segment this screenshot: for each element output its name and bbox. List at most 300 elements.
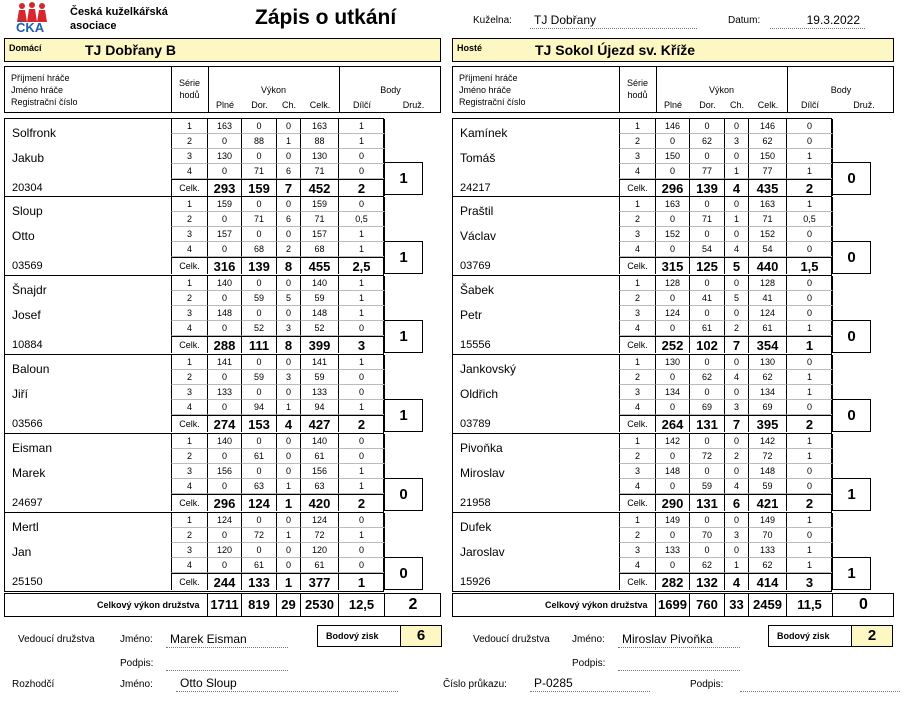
series-cell-serie: 2 — [171, 449, 208, 464]
series-cell-dor: 77 — [690, 164, 725, 179]
player-total-celk: 421 — [749, 494, 787, 511]
player-total-ch: 1 — [277, 494, 301, 511]
series-cell-dilci: 1 — [787, 385, 833, 400]
series-cell-serie: 1 — [619, 276, 656, 291]
series-cell-celk: 71 — [301, 212, 339, 227]
series-cell-plne: 0 — [656, 291, 690, 306]
series-cell-ch: 0 — [725, 513, 749, 528]
series-cell-celk: 140 — [301, 434, 339, 449]
series-cell-ch: 0 — [277, 513, 301, 528]
series-cell-serie: 3 — [171, 227, 208, 242]
series-cell-dor: 0 — [690, 355, 725, 370]
series-cell-serie: 4 — [171, 164, 208, 179]
series-cell-plne: 0 — [656, 370, 690, 385]
series-cell-plne: 156 — [208, 464, 242, 479]
series-cell-dor: 41 — [690, 291, 725, 306]
serie-label2: hodů — [179, 90, 200, 100]
home-column-header — [4, 66, 441, 113]
series-cell-ch: 3 — [725, 528, 749, 543]
player-surname: Jankovský — [460, 362, 517, 376]
series-cell-dor: 63 — [242, 479, 277, 494]
series-cell-dilci: 1 — [339, 528, 385, 543]
player-total-dor: 125 — [690, 257, 725, 274]
player-total-plne: 252 — [656, 336, 690, 353]
series-cell-serie: 1 — [619, 197, 656, 212]
player-block — [452, 355, 832, 434]
series-cell-plne: 142 — [656, 434, 690, 449]
player-total-dor: 133 — [242, 573, 277, 590]
series-cell-ch: 0 — [277, 464, 301, 479]
player-total-ch: 5 — [725, 257, 749, 274]
series-cell-celk: 133 — [749, 543, 787, 558]
series-cell-dor: 0 — [242, 227, 277, 242]
series-cell-dor: 61 — [690, 321, 725, 336]
series-cell-dor: 0 — [690, 543, 725, 558]
player-block — [452, 197, 832, 276]
series-cell-ch: 6 — [277, 212, 301, 227]
team-point-box: 1 — [384, 399, 423, 432]
series-cell-celk: 68 — [301, 242, 339, 257]
player-block — [452, 276, 832, 355]
points-header: Body — [830, 85, 852, 95]
series-cell-serie: 3 — [171, 149, 208, 164]
series-cell-dilci: 0 — [787, 242, 833, 257]
player-total-ch: 1 — [277, 573, 301, 590]
series-cell-dilci: 1 — [787, 149, 833, 164]
player-total-celk: 427 — [301, 415, 339, 432]
team-total-ch: 33 — [724, 594, 748, 616]
series-cell-dor: 71 — [242, 164, 277, 179]
player-firstname: Jakub — [12, 151, 45, 165]
series-cell-plne: 0 — [208, 134, 242, 149]
series-cell-dor: 0 — [690, 119, 725, 134]
series-cell-ch: 5 — [725, 291, 749, 306]
series-cell-dilci: 1 — [339, 479, 385, 494]
player-total-plne: 296 — [656, 179, 690, 196]
series-cell-serie: 1 — [171, 119, 208, 134]
series-cell-celk: 59 — [301, 370, 339, 385]
player-total-dilci: 1,5 — [787, 257, 833, 274]
series-cell-plne: 152 — [656, 227, 690, 242]
subheader-druz: Druž. — [402, 100, 425, 110]
serie-header — [619, 77, 656, 101]
player-firstname: Tomáš — [460, 151, 496, 165]
series-cell-dor: 62 — [690, 558, 725, 573]
player-surname: Šabek — [460, 283, 495, 297]
series-cell-plne: 0 — [208, 242, 242, 257]
series-cell-plne: 148 — [208, 306, 242, 321]
player-block — [4, 197, 384, 276]
series-cell-plne: 159 — [208, 197, 242, 212]
series-cell-celk: 124 — [749, 306, 787, 321]
away-label: Hosté — [457, 43, 483, 53]
series-cell-dilci: 0 — [339, 385, 385, 400]
player-total-celk: 420 — [301, 494, 339, 511]
series-cell-ch: 5 — [277, 291, 301, 306]
column-player-label — [11, 72, 78, 108]
lane-value: TJ Dobřany — [530, 13, 697, 29]
player-total-dilci: 1 — [787, 336, 833, 353]
series-cell-dilci: 1 — [339, 227, 385, 242]
player-total-ch: 7 — [277, 179, 301, 196]
away-captain-name: Miroslav Pivoňka — [618, 632, 740, 648]
series-cell-dilci: 1 — [787, 543, 833, 558]
away-points-label: Bodový zisk — [768, 625, 852, 647]
series-cell-ch: 0 — [277, 385, 301, 400]
player-firstname: Jaroslav — [460, 545, 505, 559]
team-point-box: 0 — [832, 241, 871, 274]
series-cell-plne: 0 — [208, 291, 242, 306]
team-total-dilci: 11,5 — [786, 594, 832, 616]
series-cell-dilci: 1 — [339, 119, 385, 134]
series-cell-dilci: 0,5 — [787, 212, 833, 227]
series-cell-plne: 124 — [656, 306, 690, 321]
series-cell-serie: 3 — [171, 306, 208, 321]
series-cell-celk: 61 — [749, 321, 787, 336]
player-surname: Sloup — [12, 204, 43, 218]
total-label: Celk. — [171, 336, 208, 353]
team-point-box: 1 — [384, 320, 423, 353]
series-cell-plne: 0 — [656, 558, 690, 573]
series-cell-dor: 71 — [242, 212, 277, 227]
series-cell-celk: 61 — [301, 449, 339, 464]
series-cell-plne: 0 — [656, 321, 690, 336]
series-cell-celk: 150 — [749, 149, 787, 164]
player-total-ch: 7 — [725, 336, 749, 353]
referee-name-label: Jméno: — [120, 679, 153, 690]
series-cell-serie: 1 — [171, 434, 208, 449]
col-label: Registrační číslo — [459, 97, 526, 107]
series-cell-dor: 0 — [242, 197, 277, 212]
total-label: Celk. — [619, 573, 656, 590]
lane-label: Kuželna: — [473, 15, 512, 26]
series-cell-celk: 134 — [749, 385, 787, 400]
player-total-celk: 440 — [749, 257, 787, 274]
series-cell-celk: 152 — [749, 227, 787, 242]
total-label: Celk. — [619, 415, 656, 432]
series-cell-plne: 0 — [208, 558, 242, 573]
series-cell-ch: 2 — [725, 321, 749, 336]
player-total-plne: 264 — [656, 415, 690, 432]
series-cell-celk: 156 — [301, 464, 339, 479]
subheader-dilci: Dílčí — [801, 100, 819, 110]
serie-label: Série — [178, 78, 200, 88]
home-team-name: TJ Dobřany B — [85, 42, 177, 58]
series-cell-dilci: 0 — [339, 513, 385, 528]
date-value: 19.3.2022 — [770, 13, 865, 29]
series-cell-dilci: 0 — [787, 119, 833, 134]
series-cell-dor: 71 — [690, 212, 725, 227]
series-cell-plne: 120 — [208, 543, 242, 558]
series-cell-dor: 0 — [242, 513, 277, 528]
serie-label: Série — [626, 78, 648, 88]
points-header: Body — [380, 85, 401, 95]
series-cell-celk: 63 — [301, 479, 339, 494]
away-team-name: TJ Sokol Újezd sv. Kříže — [535, 42, 696, 58]
series-cell-serie: 3 — [171, 464, 208, 479]
series-cell-dilci: 0 — [339, 434, 385, 449]
series-cell-celk: 142 — [749, 434, 787, 449]
series-cell-dilci: 1 — [787, 449, 833, 464]
series-cell-serie: 1 — [619, 119, 656, 134]
player-total-dor: 131 — [690, 494, 725, 511]
subheader-dor: Dor. — [699, 100, 716, 110]
series-cell-dor: 0 — [242, 434, 277, 449]
series-cell-plne: 0 — [656, 400, 690, 415]
player-reg-number: 03769 — [460, 260, 491, 272]
home-team-total-row — [4, 593, 441, 617]
series-cell-serie: 4 — [619, 321, 656, 336]
player-reg-number: 15556 — [460, 339, 491, 351]
team-total-dilci: 12,5 — [338, 594, 384, 616]
player-total-plne: 244 — [208, 573, 242, 590]
series-cell-celk: 61 — [301, 558, 339, 573]
player-firstname: Petr — [460, 308, 483, 322]
player-reg-number: 03789 — [460, 418, 491, 430]
series-cell-dor: 88 — [242, 134, 277, 149]
team-point-box: 0 — [832, 320, 871, 353]
series-cell-ch: 0 — [725, 149, 749, 164]
away-captain-label: Vedoucí družstva — [473, 634, 550, 645]
player-total-dilci: 2 — [339, 415, 385, 432]
series-cell-celk: 77 — [749, 164, 787, 179]
home-captain-label: Vedoucí družstva — [18, 634, 95, 645]
series-cell-ch: 4 — [725, 370, 749, 385]
player-total-celk: 435 — [749, 179, 787, 196]
series-cell-plne: 124 — [208, 513, 242, 528]
series-cell-plne: 0 — [656, 242, 690, 257]
series-cell-celk: 141 — [301, 355, 339, 370]
series-cell-serie: 4 — [171, 242, 208, 257]
player-total-dor: 111 — [242, 336, 277, 353]
player-reg-number: 10884 — [12, 339, 43, 351]
series-cell-dilci: 1 — [339, 355, 385, 370]
team-total-ch: 29 — [276, 594, 300, 616]
player-block — [452, 513, 832, 592]
home-label: Domácí — [9, 43, 42, 53]
license-number: P-0285 — [530, 676, 650, 692]
series-cell-dor: 0 — [242, 355, 277, 370]
series-cell-ch: 3 — [277, 321, 301, 336]
series-cell-dor: 0 — [690, 306, 725, 321]
series-cell-dilci: 0 — [339, 370, 385, 385]
series-cell-dilci: 0,5 — [339, 212, 385, 227]
series-cell-ch: 0 — [277, 558, 301, 573]
series-cell-dilci: 1 — [339, 134, 385, 149]
away-team-total-row — [452, 593, 894, 617]
series-cell-dor: 72 — [690, 449, 725, 464]
home-signature-label: Podpis: — [120, 658, 154, 669]
series-cell-plne: 141 — [208, 355, 242, 370]
series-cell-dor: 52 — [242, 321, 277, 336]
player-total-dor: 139 — [690, 179, 725, 196]
home-signature-field — [166, 655, 288, 671]
series-cell-celk: 94 — [301, 400, 339, 415]
series-cell-dor: 59 — [690, 479, 725, 494]
series-cell-ch: 0 — [277, 355, 301, 370]
series-cell-plne: 0 — [656, 134, 690, 149]
series-cell-celk: 163 — [749, 197, 787, 212]
series-cell-dor: 0 — [690, 513, 725, 528]
series-cell-celk: 69 — [749, 400, 787, 415]
player-block — [452, 434, 832, 513]
player-total-dor: 139 — [242, 257, 277, 274]
team-total-druz: 0 — [832, 594, 894, 616]
player-total-plne: 315 — [656, 257, 690, 274]
series-cell-plne: 0 — [208, 321, 242, 336]
series-cell-dor: 0 — [242, 464, 277, 479]
player-total-plne: 316 — [208, 257, 242, 274]
player-firstname: Václav — [460, 229, 497, 243]
home-points-value: 6 — [400, 625, 442, 647]
series-cell-dor: 59 — [242, 370, 277, 385]
series-cell-serie: 3 — [619, 306, 656, 321]
player-block — [4, 513, 384, 592]
player-total-plne: 290 — [656, 494, 690, 511]
subheader-celk: Celk. — [757, 100, 779, 110]
total-label: Celk. — [171, 573, 208, 590]
series-cell-ch: 0 — [277, 449, 301, 464]
player-firstname: Otto — [12, 229, 35, 243]
series-cell-ch: 0 — [277, 197, 301, 212]
series-cell-celk: 72 — [301, 528, 339, 543]
player-total-dor: 124 — [242, 494, 277, 511]
series-cell-ch: 0 — [277, 119, 301, 134]
series-cell-ch: 1 — [725, 212, 749, 227]
away-team-bar — [452, 38, 894, 62]
series-cell-plne: 130 — [208, 149, 242, 164]
series-cell-ch: 3 — [725, 400, 749, 415]
series-cell-dilci: 0 — [787, 276, 833, 291]
series-cell-ch: 0 — [725, 543, 749, 558]
series-cell-plne: 0 — [208, 400, 242, 415]
player-total-celk: 395 — [749, 415, 787, 432]
series-cell-celk: 41 — [749, 291, 787, 306]
series-cell-dilci: 1 — [339, 242, 385, 257]
series-cell-ch: 3 — [725, 134, 749, 149]
series-cell-ch: 2 — [277, 242, 301, 257]
series-cell-serie: 2 — [171, 528, 208, 543]
team-point-box: 0 — [832, 399, 871, 432]
player-reg-number: 25150 — [12, 576, 43, 588]
player-total-celk: 455 — [301, 257, 339, 274]
home-captain-name: Marek Eisman — [166, 632, 288, 648]
series-cell-dilci: 0 — [339, 197, 385, 212]
referee-signature-field — [740, 676, 900, 692]
player-total-dor: 153 — [242, 415, 277, 432]
player-reg-number: 21958 — [460, 497, 491, 509]
series-cell-dilci: 0 — [787, 227, 833, 242]
player-total-dor: 132 — [690, 573, 725, 590]
player-surname: Dufek — [460, 520, 492, 534]
player-firstname: Jan — [12, 545, 32, 559]
player-firstname: Josef — [12, 308, 41, 322]
player-total-plne: 296 — [208, 494, 242, 511]
player-surname: Eisman — [12, 441, 53, 455]
series-cell-ch: 0 — [725, 355, 749, 370]
player-total-celk: 399 — [301, 336, 339, 353]
series-cell-ch: 6 — [277, 164, 301, 179]
total-label: Celk. — [619, 179, 656, 196]
team-point-box: 0 — [384, 557, 423, 590]
series-cell-serie: 2 — [619, 449, 656, 464]
series-cell-ch: 0 — [277, 149, 301, 164]
series-cell-dor: 0 — [242, 276, 277, 291]
series-cell-dor: 0 — [690, 385, 725, 400]
subheader-dor: Dor. — [251, 100, 268, 110]
association-name — [70, 5, 210, 33]
serie-header — [171, 77, 208, 101]
away-column-header — [452, 66, 894, 113]
col-label: Jméno hráče — [11, 85, 64, 95]
team-point-box: 0 — [384, 478, 423, 511]
player-total-dilci: 3 — [787, 573, 833, 590]
series-cell-celk: 130 — [301, 149, 339, 164]
series-cell-serie: 1 — [619, 355, 656, 370]
series-cell-serie: 3 — [171, 385, 208, 400]
series-cell-ch: 1 — [725, 558, 749, 573]
series-cell-ch: 0 — [725, 227, 749, 242]
subheader-ch: Ch. — [729, 100, 744, 110]
home-captain-name-label: Jméno: — [120, 634, 153, 645]
player-total-dilci: 1 — [339, 573, 385, 590]
series-cell-plne: 130 — [656, 355, 690, 370]
player-total-dilci: 2 — [787, 494, 833, 511]
series-cell-serie: 1 — [619, 434, 656, 449]
player-surname: Praštil — [460, 204, 494, 218]
series-cell-plne: 0 — [208, 528, 242, 543]
series-cell-serie: 2 — [619, 370, 656, 385]
away-points-value: 2 — [851, 625, 893, 647]
player-block — [4, 276, 384, 355]
series-cell-plne: 0 — [208, 370, 242, 385]
series-cell-ch: 1 — [277, 134, 301, 149]
series-cell-dor: 70 — [690, 528, 725, 543]
series-cell-serie: 3 — [619, 385, 656, 400]
team-point-box: 1 — [384, 241, 423, 274]
series-cell-plne: 0 — [208, 479, 242, 494]
series-cell-plne: 0 — [656, 212, 690, 227]
away-captain-name-label: Jméno: — [572, 634, 605, 645]
series-cell-dor: 61 — [242, 449, 277, 464]
player-total-ch: 4 — [725, 573, 749, 590]
series-cell-ch: 1 — [277, 528, 301, 543]
performance-header: Výkon — [260, 85, 286, 95]
player-total-ch: 4 — [725, 179, 749, 196]
series-cell-serie: 1 — [171, 276, 208, 291]
player-total-plne: 288 — [208, 336, 242, 353]
series-cell-serie: 3 — [619, 464, 656, 479]
logo-text: ČKA — [16, 20, 45, 35]
series-cell-dilci: 0 — [787, 134, 833, 149]
player-total-plne: 282 — [656, 573, 690, 590]
series-cell-plne: 0 — [208, 164, 242, 179]
series-cell-dilci: 0 — [787, 479, 833, 494]
player-block — [4, 434, 384, 513]
series-cell-dor: 0 — [242, 119, 277, 134]
series-cell-dor: 0 — [690, 276, 725, 291]
series-cell-ch: 1 — [277, 400, 301, 415]
series-cell-dor: 62 — [690, 370, 725, 385]
player-total-plne: 293 — [208, 179, 242, 196]
series-cell-celk: 62 — [749, 370, 787, 385]
series-cell-serie: 3 — [619, 543, 656, 558]
series-cell-serie: 3 — [619, 227, 656, 242]
series-cell-ch: 0 — [277, 276, 301, 291]
team-total-druz: 2 — [384, 594, 441, 616]
series-cell-ch: 1 — [725, 164, 749, 179]
player-total-dilci: 2,5 — [339, 257, 385, 274]
